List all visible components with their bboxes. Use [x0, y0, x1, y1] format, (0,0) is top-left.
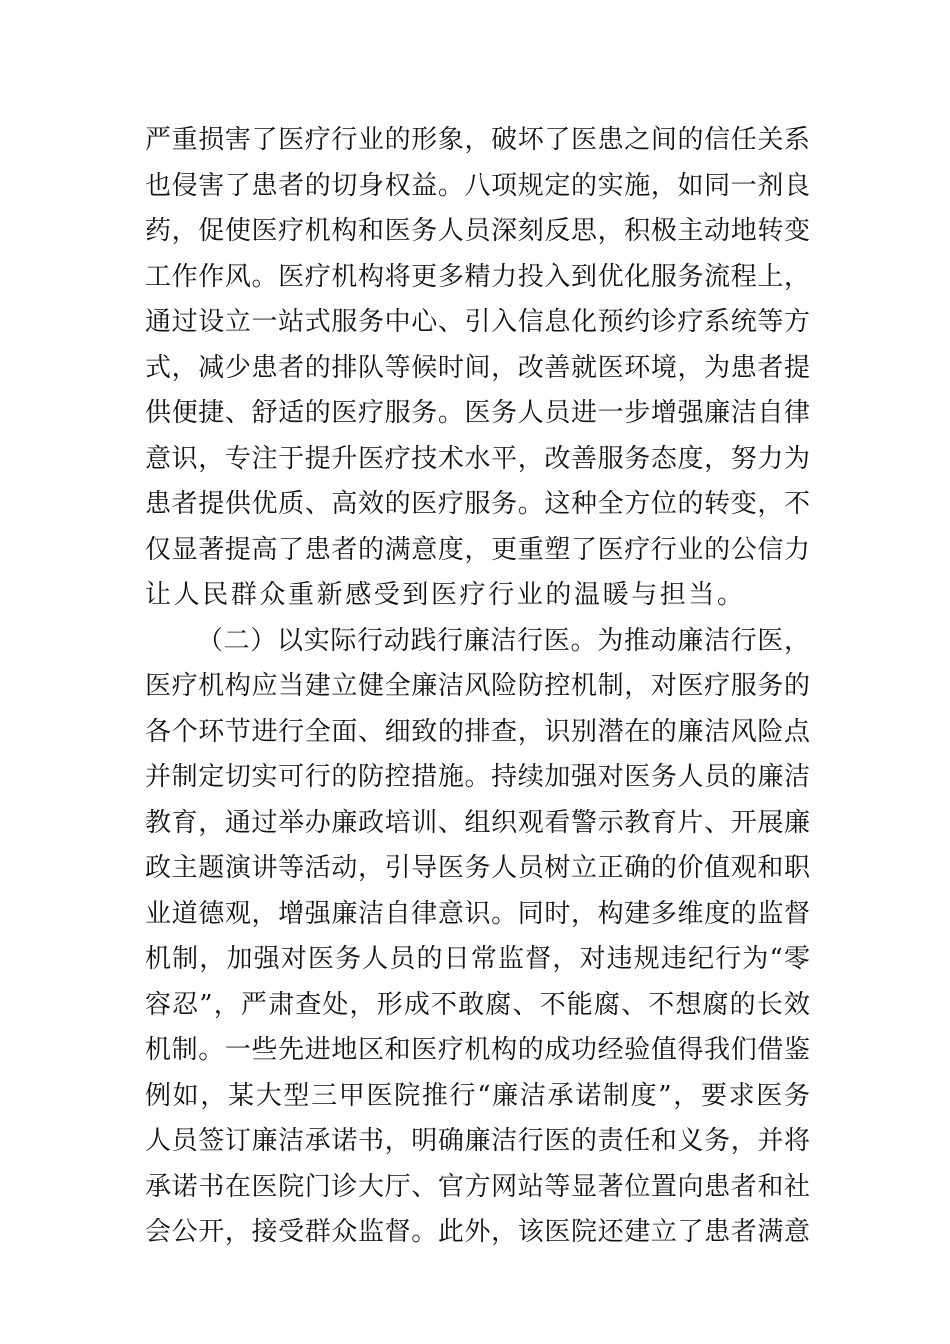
text-line: 药，促使医疗机构和医务人员深刻反思，积极主动地转变 — [145, 216, 810, 246]
text-line: 工作作风。医疗机构将更多精力投入到优化服务流程上， — [145, 261, 810, 292]
text-line: 教育，通过举办廉政培训、组织观看警示教育片、开展廉 — [145, 807, 810, 838]
text-line: 各个环节进行全面、细致的排查，识别潜在的廉洁风险点 — [145, 716, 810, 747]
text-line: 医疗机构应当建立健全廉洁风险防控机制，对医疗服务的 — [145, 671, 810, 701]
text-line: 机制。一些先进地区和医疗机构的成功经验值得我们借鉴 — [145, 1035, 810, 1065]
text-line: 供便捷、舒适的医疗服务。医务人员进一步增强廉洁自律 — [145, 398, 810, 428]
text-line: 容忍”，严肃查处，形成不敢腐、不能腐、不想腐的长效 — [145, 989, 810, 1020]
section-heading-line: （二）以实际行动践行廉洁行医。为推动廉洁行医， — [197, 625, 810, 656]
text-line: 式，减少患者的排队等候时间，改善就医环境，为患者提 — [145, 352, 810, 383]
text-line: 业道德观，增强廉洁自律意识。同时，构建多维度的监督 — [145, 898, 810, 929]
text-line: 严重损害了医疗行业的形象，破坏了医患之间的信任关系 — [145, 125, 810, 155]
text-line: 机制，加强对医务人员的日常监督，对违规违纪行为“零 — [145, 944, 810, 974]
text-line: 让人民群众重新感受到医疗行业的温暖与担当。 — [145, 580, 746, 610]
text-line: 例如，某大型三甲医院推行“廉洁承诺制度”，要求医务 — [145, 1080, 810, 1111]
text-line: 通过设立一站式服务中心、引入信息化预约诊疗系统等方 — [145, 307, 810, 337]
text-line: 承诺书在医院门诊大厅、官方网站等显著位置向患者和社 — [145, 1171, 810, 1202]
text-line: 并制定切实可行的防控措施。持续加强对医务人员的廉洁 — [145, 762, 810, 792]
text-line: 人员签订廉洁承诺书，明确廉洁行医的责任和义务，并将 — [145, 1126, 810, 1156]
body-text — [145, 118, 810, 1256]
text-line: 仅显著提高了患者的满意度，更重塑了医疗行业的公信力 — [145, 534, 810, 565]
text-line: 会公开，接受群众监督。此外，该医院还建立了患者满意 — [145, 1217, 810, 1247]
text-line: 政主题演讲等活动，引导医务人员树立正确的价值观和职 — [145, 853, 810, 883]
text-line: 患者提供优质、高效的医疗服务。这种全方位的转变，不 — [145, 489, 810, 519]
text-line: 意识，专注于提升医疗技术水平，改善服务态度，努力为 — [145, 443, 810, 474]
text-line: 也侵害了患者的切身权益。八项规定的实施，如同一剂良 — [145, 170, 810, 201]
